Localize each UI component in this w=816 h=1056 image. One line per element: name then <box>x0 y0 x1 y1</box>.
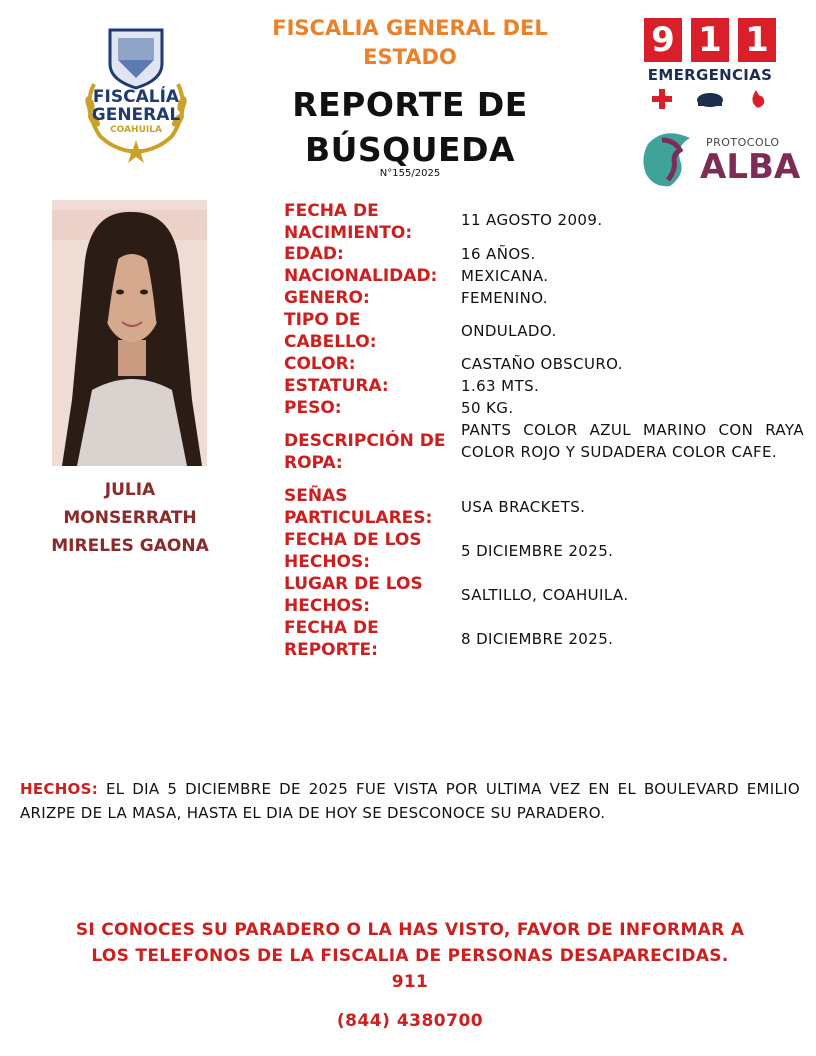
title-line-1: REPORTE DE <box>292 85 528 124</box>
agency-line-1: FISCALIA GENERAL DEL <box>272 16 548 40</box>
label-line: PARTICULARES: <box>284 508 433 528</box>
label-line: FECHA DE <box>284 201 379 221</box>
label-incident-date <box>284 529 449 573</box>
name-line-2: MONSERRATH <box>63 508 197 528</box>
fiscalia-logo <box>74 24 198 164</box>
facts-paragraph <box>20 777 800 825</box>
value-hair-color: CASTAÑO OBSCURO. <box>461 355 623 373</box>
value-incident-place: SALTILLO, COAHUILA. <box>461 586 629 604</box>
emergency-911-logo <box>642 18 778 118</box>
label-age: EDAD: <box>284 244 344 264</box>
label-hair-type <box>284 309 449 353</box>
protocolo-alba-logo <box>640 130 801 188</box>
digit-1: 1 <box>691 18 729 62</box>
logo-text-coahuila: COAHUILA <box>110 125 162 135</box>
value-clothing: PANTS COLOR AZUL MARINO CON RAYA COLOR ROJO Y SUDADERA COLOR CAFE. <box>461 421 804 461</box>
name-line-3: MIRELES GAONA <box>51 536 209 556</box>
digit-1-second: 1 <box>738 18 776 62</box>
name-line-1: JULIA <box>104 480 156 500</box>
page-title <box>240 82 580 172</box>
agency-name <box>240 14 580 72</box>
label-line: ROPA: <box>284 453 343 473</box>
fire-icon <box>752 90 764 108</box>
value-height: 1.63 MTS. <box>461 377 540 395</box>
label-report-date <box>284 617 449 661</box>
facts-text: EL DIA 5 DICIEMBRE DE 2025 FUE VISTA POR ULTIMA VEZ EN EL BOULEVARD EMILIO ARIZPE DE LA MASA, HASTA EL DIA DE HOY SE DESCONOCE SU PARADERO. <box>20 780 801 822</box>
value-age: 16 AÑOS. <box>461 245 536 263</box>
label-line: FECHA DE <box>284 618 379 638</box>
person-photo <box>52 200 207 466</box>
cta-line-1: SI CONOCES SU PARADERO O LA HAS VISTO, FAVOR DE INFORMAR A <box>75 920 745 940</box>
alba-face-icon <box>640 130 698 188</box>
agency-line-2: ESTADO <box>363 45 457 69</box>
value-incident-date: 5 DICIEMBRE 2025. <box>461 542 614 560</box>
logo-text-fiscalia: FISCALÍA <box>92 87 180 107</box>
medical-cross-icon <box>652 89 672 109</box>
value-birth-date: 11 AGOSTO 2009. <box>461 211 603 229</box>
label-line: REPORTE: <box>284 640 378 660</box>
label-line: NACIMIENTO: <box>284 223 413 243</box>
label-line: TIPO DE <box>284 310 361 330</box>
label-line: SEÑAS <box>284 486 348 506</box>
cta-line-3: 911 <box>391 972 429 992</box>
logo-text-general: GENERAL <box>91 105 181 125</box>
label-line: CABELLO: <box>284 332 377 352</box>
phone-number: (844) 4380700 <box>336 1011 484 1031</box>
cta-line-2: LOS TELEFONOS DE LA FISCALIA DE PERSONAS DESAPARECIDAS. <box>91 946 729 966</box>
label-nationality: NACIONALIDAD: <box>284 266 438 286</box>
value-hair-type: ONDULADO. <box>461 322 557 340</box>
alba-protocolo-label: PROTOCOLO <box>706 136 780 149</box>
person-portrait-icon <box>52 200 207 466</box>
emergency-services-icons <box>642 88 778 114</box>
label-incident-place <box>284 573 449 617</box>
label-birth-date <box>284 200 449 244</box>
label-line: DESCRIPCIÓN DE <box>284 431 446 451</box>
alba-label: ALBA <box>700 147 801 187</box>
value-weight: 50 KG. <box>461 399 514 417</box>
call-to-action <box>20 917 800 995</box>
label-line: HECHOS: <box>284 552 371 572</box>
digit-9: 9 <box>644 18 682 62</box>
label-line: FECHA DE LOS <box>284 530 422 550</box>
label-height: ESTATURA: <box>284 376 389 396</box>
label-line: LUGAR DE LOS <box>284 574 423 594</box>
value-report-date: 8 DICIEMBRE 2025. <box>461 630 614 648</box>
emergencias-label: EMERGENCIAS <box>647 66 773 84</box>
report-number: N°155/2025 <box>379 168 441 179</box>
value-nationality: MEXICANA. <box>461 267 549 285</box>
value-gender: FEMENINO. <box>461 289 548 307</box>
label-line: HECHOS: <box>284 596 371 616</box>
value-distinguishing-marks: USA BRACKETS. <box>461 498 586 516</box>
label-weight: PESO: <box>284 398 342 418</box>
label-gender: GENERO: <box>284 288 370 308</box>
person-name <box>20 476 240 560</box>
police-cap-icon <box>697 93 723 107</box>
label-hair-color: COLOR: <box>284 354 356 374</box>
label-distinguishing-marks <box>284 485 449 529</box>
facts-label: HECHOS: <box>20 780 99 798</box>
label-clothing <box>284 430 449 474</box>
title-line-2: BÚSQUEDA <box>304 130 516 169</box>
